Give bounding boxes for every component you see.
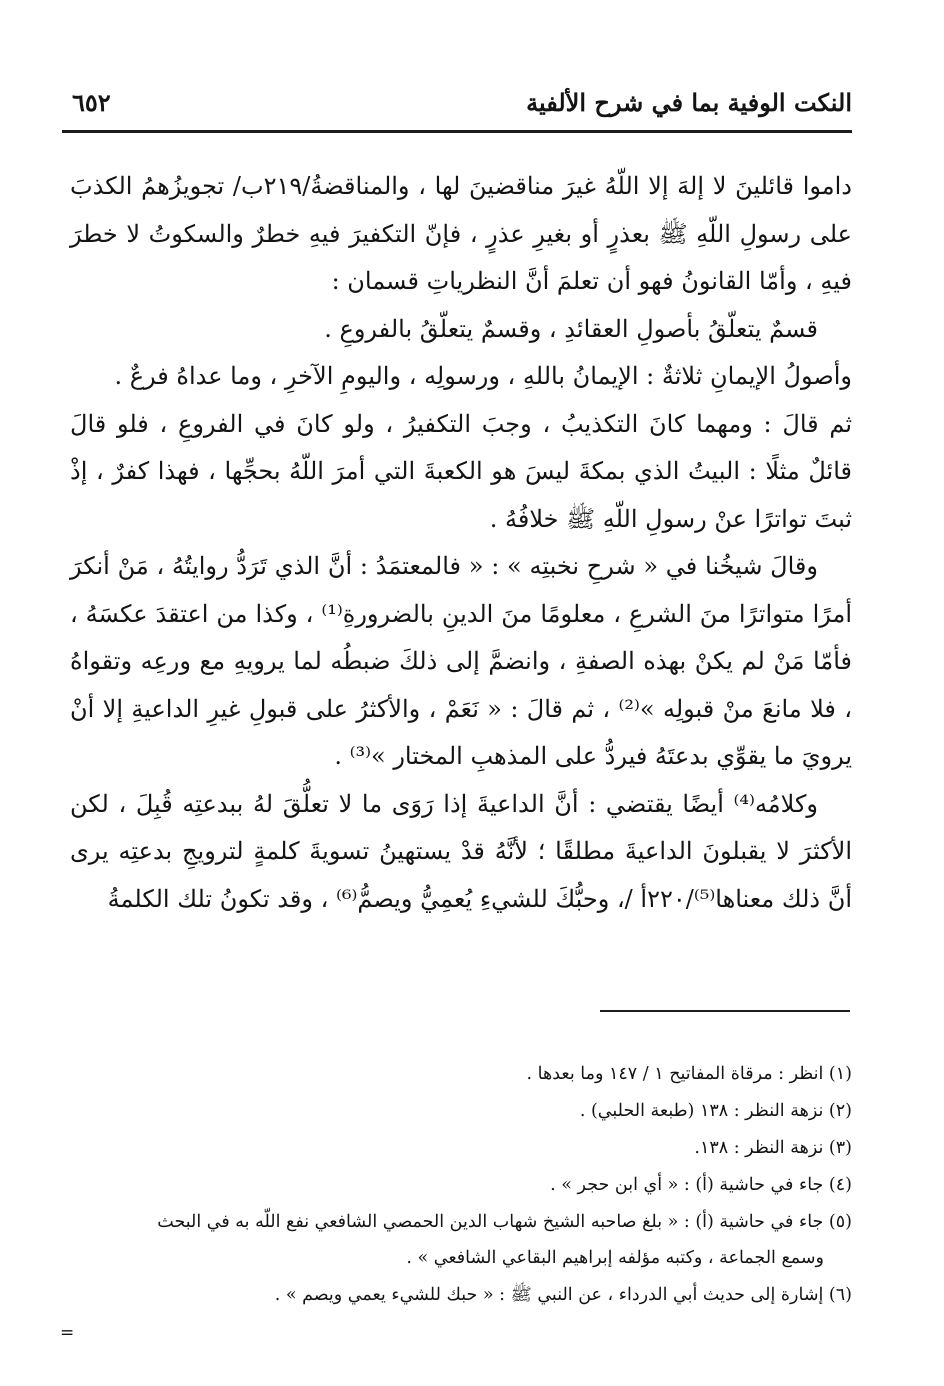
footnote-5-line-2: وسمع الجماعة ، وكتبه مؤلفه إبراهيم البقاعي الشافعي » .	[406, 1248, 824, 1268]
footnote-1: (١) انظر : مرقاة المفاتيح ١ / ١٤٧ وما بعدها .	[526, 1064, 852, 1084]
footnotes	[70, 1056, 852, 1314]
main-text	[70, 163, 852, 923]
footnote-separator	[600, 1010, 850, 1012]
footnote-4: (٤) جاء في حاشية (أ) : « أي ابن حجر » .	[550, 1175, 852, 1195]
footnote-3: (٣) نزهة النظر : ١٣٨.	[694, 1138, 852, 1158]
paragraph-3: وأصولُ الإيمانِ ثلاثةٌ : الإيمانُ باللهِ ، ورسولِه ، واليومِ الآخرِ ، وما عداهُ فرعٌ .	[114, 362, 852, 390]
header-rule	[62, 130, 852, 133]
footnote-5	[70, 1204, 852, 1276]
paragraph-6: وكلامُه⁽⁴⁾ أيضًا يقتضي : أنَّ الداعيةَ إذا رَوَى ما لا تعلُّقَ لهُ ببدعتِه قُبِلَ ، لكن الأكثرَ لا يقبلونَ الداعيةَ مطلقًا ؛ لأنَّهُ قدْ يستهينُ تسويةَ كلمةٍ لترويجِ بدعتِه يرى أنَّ ذلك معناها⁽⁵⁾/٢٢٠أ /، وحبُّكَ للشيءِ يُعمِيُّ ويصمُّ⁽⁶⁾ ، وقد تكونُ تلك الكلمةُ	[70, 789, 852, 913]
footnote-2: (٢) نزهة النظر : ١٣٨ (طبعة الحلبي) .	[579, 1101, 852, 1121]
book-title: النكت الوفية بما في شرح الألفية	[526, 88, 852, 117]
running-header	[62, 84, 852, 124]
paragraph-5: وقالَ شيخُنا في « شرحِ نخبتِه » : « فالمعتمَدُ : أنَّ الذي تَرَدُّ روايتُهُ ، مَنْ أنكرَ أمرًا متواترًا منَ الشرعِ ، معلومًا منَ الدينِ بالضرورةِ⁽¹⁾ ، وكذا من اعتقدَ عكسَهُ ، فأمّا مَنْ لم يكنْ بهذه الصفةِ ، وانضمَّ إلى ذلكَ ضبطُه لما يرويهِ مع ورعِه وتقواهُ ، فلا مانعَ منْ قبولِه »⁽²⁾ ، ثم قالَ : « نَعَمْ ، والأكثرُ على قبولِ غيرِ الداعيةِ إلا أنْ يرويَ ما يقوِّي بدعتَهُ فيردُّ على المذهبِ المختار »⁽³⁾ .	[70, 552, 852, 770]
footnote-5-line-1: (٥) جاء في حاشية (أ) : « بلغ صاحبه الشيخ شهاب الدين الحمصي الشافعي نفع اللّه به في البحث	[157, 1212, 852, 1232]
page-number: ٦٥٢	[72, 88, 111, 117]
paragraph-4: ثم قالَ : ومهما كانَ التكذيبُ ، وجبَ التكفيرُ ، ولو كانَ في الفروعِ ، فلو قالَ قائلٌ مثلًا : البيتُ الذي بمكةَ ليسَ هو الكعبةَ التي أمرَ اللّهُ بحجِّها ، فهذا كفرٌ ، إذْ ثبتَ تواترًا عنْ رسولِ اللّهِ ﷺ خلافُهُ .	[70, 409, 852, 533]
paragraph-2: قسمٌ يتعلّقُ بأصولِ العقائدِ ، وقسمٌ يتعلّقُ بالفروعِ .	[324, 314, 818, 343]
footnote-6: (٦) إشارة إلى حديث أبي الدرداء ، عن النبي ﷺ : « حبك للشيء يعمي ويصم » .	[274, 1285, 852, 1305]
paragraph-1: داموا قائلينَ لا إلهَ إلا اللّهُ غيرَ مناقضينَ لها ، والمناقضةُ/٢١٩ب/ تجويزُهمُ الكذبَ على رسولِ اللّهِ ﷺ بعذرٍ أو بغيرِ عذرٍ ، فإنّ التكفيرَ فيهِ خطرٌ والسكوتُ لا خطرَ فيهِ ، وأمّا القانونُ فهو أن تعلمَ أنَّ النظرياتِ قسمان :	[70, 172, 852, 295]
margin-mark: =	[60, 1323, 75, 1343]
